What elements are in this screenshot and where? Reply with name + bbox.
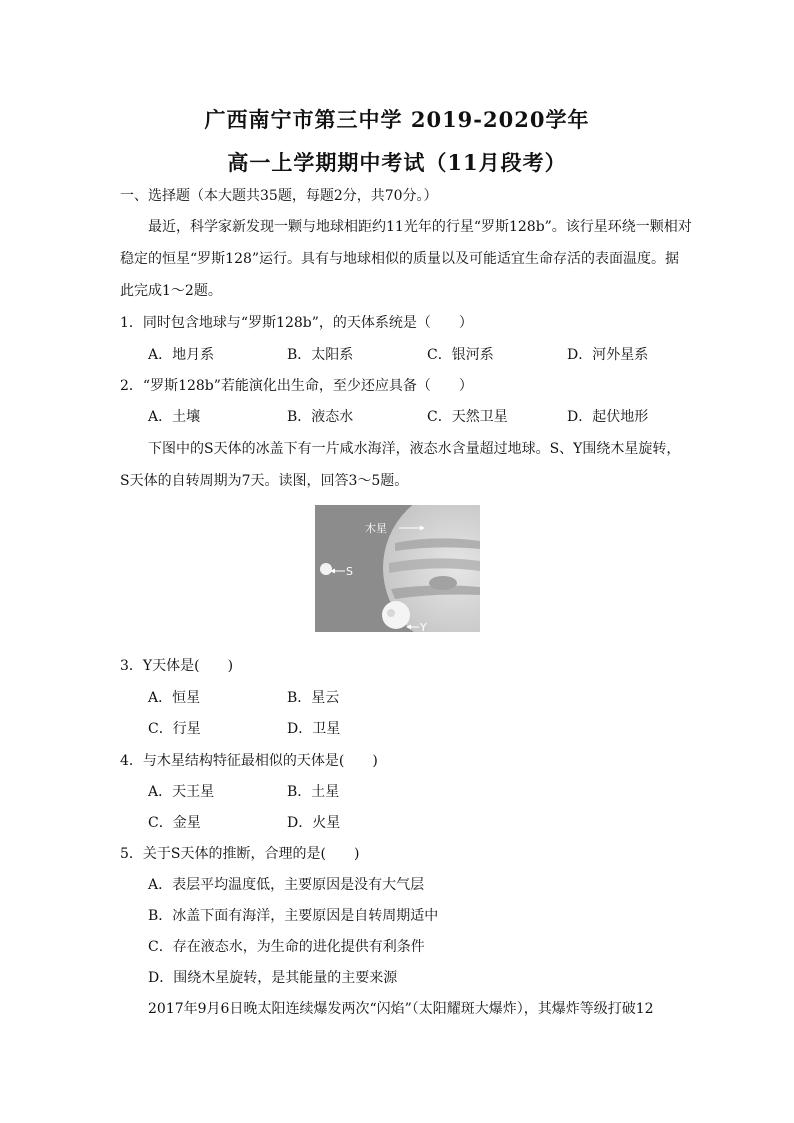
question-3-option-a: A．恒星 — [148, 690, 201, 706]
passage1-line2: 稳定的恒星“罗斯128”运行。具有与地球相似的质量以及可能适宜生命存活的表面温度。据 — [120, 251, 680, 267]
jupiter-moons-figure — [315, 505, 480, 632]
question-4-option-a: A．天王星 — [148, 784, 215, 800]
question-4-option-b: B．土星 — [287, 784, 340, 800]
question-5-option-b: B．冰盖下面有海洋，主要原因是自转周期适中 — [148, 908, 439, 924]
question-1-stem: 1．同时包含地球与“罗斯128b”，的天体系统是（ ） — [120, 315, 473, 331]
question-2-option-b: B．液态水 — [287, 409, 354, 425]
question-1-option-a: A．地月系 — [148, 347, 215, 363]
question-1-option-b: B．太阳系 — [287, 347, 354, 363]
jupiter-moons-image — [315, 505, 480, 632]
figure-label-s: S — [346, 565, 353, 578]
exam-title-line1: 广西南宁市第三中学 2019-2020学年 — [204, 107, 590, 132]
question-4-stem: 4．与木星结构特征最相似的天体是( ) — [120, 753, 378, 769]
figure-label-y: Y — [420, 621, 427, 632]
passage3-line1: 2017年9月6日晚太阳连续爆发两次“闪焰”（太阳耀斑大爆炸），其爆炸等级打破12 — [148, 1001, 654, 1017]
question-1-option-c: C．银河系 — [427, 347, 494, 363]
section-heading: 一、选择题（本大题共35题，每题2分，共70分。） — [120, 188, 438, 204]
exam-title-line2: 高一上学期期中考试（11月段考） — [227, 150, 567, 175]
y-moon — [382, 601, 410, 629]
question-5-stem: 5．关于S天体的推断，合理的是( ) — [120, 846, 360, 862]
passage1-line3: 此完成1～2题。 — [120, 283, 222, 299]
question-2-option-c: C．天然卫星 — [427, 409, 508, 425]
question-4-option-d: D．火星 — [287, 815, 341, 831]
question-3-option-b: B．星云 — [287, 690, 340, 706]
question-2-option-a: A．土壤 — [148, 409, 201, 425]
question-5-option-a: A．表层平均温度低，主要原因是没有大气层 — [148, 877, 425, 893]
s-moon — [320, 563, 332, 575]
question-1-option-d: D．河外星系 — [567, 347, 649, 363]
passage2-line1: 下图中的S天体的冰盖下有一片咸水海洋，液态水含量超过地球。S、Y围绕木星旋转， — [148, 441, 681, 457]
question-3-option-c: C．行星 — [148, 721, 201, 737]
figure-label-jupiter: 木星 — [365, 522, 387, 535]
question-3-option-d: D．卫星 — [287, 721, 341, 737]
question-4-option-c: C．金星 — [148, 815, 201, 831]
question-2-option-d: D．起伏地形 — [567, 409, 649, 425]
question-5-option-c: C．存在液态水，为生命的进化提供有利条件 — [148, 939, 425, 955]
passage1-line1: 最近，科学家新发现一颗与地球相距约11光年的行星“罗斯128b”。该行星环绕一颗相对 — [148, 219, 692, 235]
passage2-line2: S天体的自转周期为7天。读图，回答3～5题。 — [120, 473, 409, 489]
question-3-stem: 3．Y天体是( ) — [120, 658, 234, 674]
question-2-stem: 2．“罗斯128b”若能演化出生命，至少还应具备（ ） — [120, 378, 473, 394]
question-5-option-d: D．围绕木星旋转，是其能量的主要来源 — [148, 970, 398, 986]
